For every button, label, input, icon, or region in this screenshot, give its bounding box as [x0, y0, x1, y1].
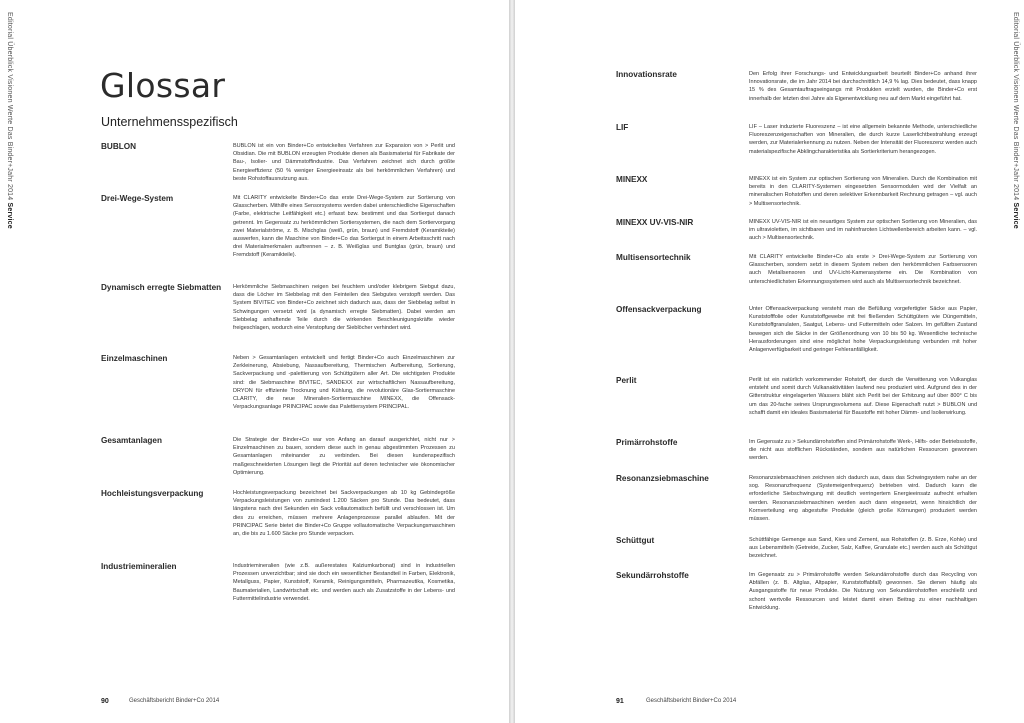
glossary-term: Multisensortechnik [616, 253, 691, 262]
glossary-term: Schüttgut [616, 536, 655, 545]
glossary-definition: Im Gegensatz zu > Sekundärrohstoffen sind Primärrohstoffe Werk-, Hilfs- oder Betriebsstoffe, die nicht aus stofflichen Rückständen, sondern aus natürlichen Ressourcen gewonnen werden. [749, 439, 977, 462]
glossary-term: Primärrohstoffe [616, 438, 678, 447]
glossary-definition: Hochleistungsverpackung bezeichnet bei Sackverpackungen ab 10 kg Gebindegröße Verpackungsleistungen von zumindest 1.200 Säcken pro Stunde. Das bedeutet, dass längstens nach drei Sekunden ein Sack vollautomatisch befüllt und verschlossen ist. Um dies zu erreichen, müssen mehrere Anlagenprozesse parallel ablaufen. Mit der PRINCIPAC Serie bietet die Binder+Co Gruppe vollautomatische Verpackungsmaschinen an, die bis zu 1.600 Säcke pro Stunde verpacken. [233, 490, 455, 538]
left-page [0, 0, 509, 723]
section-nav-text: Editorial Überblick Visionen Werte Das Binder+Jahr 2014 Service [1012, 12, 1019, 229]
glossary-definition: Die Strategie der Binder+Co war von Anfang an darauf ausgerichtet, nicht nur > Einzelmaschinen zu bauen, sondern diese auch in genau abgestimmten Prozessen zu Gesamtanlagen miteinander zu verbinden. Bei diesen kundenspezifisch maßgeschneiderten Lösungen liegt die Priorität auf deren technischer wie ökonomischer Optimierung. [233, 437, 455, 476]
footer-caption: Geschäftsbericht Binder+Co 2014 [646, 698, 737, 704]
glossary-definition: Schüttfähige Gemenge aus Sand, Kies und Zement, aus Rohstoffen (z. B. Erze, Kohle) und aus Lebensmitteln (Getreide, Zucker, Salz, Kaffee, Granulate etc.) werden auch als Schüttgut bezeichnet. [749, 537, 977, 560]
glossary-definition: Neben > Gesamtanlagen entwickelt und fertigt Binder+Co auch Einzelmaschinen zur Zerkleinerung, Absiebung, Nassaufbereitung, Thermischen Aufbereitung, Sortierung, Sackverpackung und -palettierung von Schüttgütern aller Art. Die wichtigsten Produkte sind: die Siebmaschine BIVITEC, SANDEXX zur wirtschaftlichen Nassaufbereitung, DRYON für effiziente Trocknung und Kühlung, die revolutionäre Glas-Sortiermaschine CLARITY, die neue Mineralien-Sortiermaschine MINEXX, die Offensack-Verpackungsanlage PRINCIPAC sowie das Palettiersystem PRINCIPAL. [233, 355, 455, 411]
footer-caption: Geschäftsbericht Binder+Co 2014 [129, 698, 220, 704]
glossary-term: Offensackverpackung [616, 305, 702, 314]
section-heading: Unternehmensspezifisch [101, 115, 238, 129]
glossary-definition: Mit CLARITY entwickelte Binder+Co das erste Drei-Wege-System zur Sortierung von Glasscherben. Mithilfe eines Sensorsystems werden dabei unterschiedliche Eigenschaften (Farbe, elektrische Leitfähigkeit etc.) erfasst bzw. bestimmt und das Sortiergut danach getrennt. Im Gegensatz zu herkömmlichen Sortiersystemen, die nach dem Sortiervorgang zwei Materialströme, z. B. Mischglas (weiß, grün, braun) und Fremdstoff (Keramikteile) auswerfen, kann die Maschine von Binder+Co das Sortiergut in einem Arbeitsschritt nach drei Materialmerkmalen auftrennen – z. B. Weißglas und Buntglas (grün, braun) und Fremdstoff (Keramikteile). [233, 195, 455, 259]
section-nav-text: Editorial Überblick Visionen Werte Das Binder+Jahr 2014 Service [6, 12, 13, 229]
glossary-term: Industriemineralien [101, 562, 177, 571]
glossary-definition: Resonanzsiebmaschinen zeichnen sich dadurch aus, dass das Schwingsystem nahe an der sog. Resonanzfrequenz (Systemeigenfrequenz) betrieben wird. Dadurch kann die erforderliche Siebschwingung mit deutlich verringertem Energieeinsatz aufrecht erhalten werden. Resonanzsiebmaschinen werden auch dann eingesetzt, wenn hinsichtlich der Kornverteilung eng abgestufte Produkte (gleich große Körnungen) produziert werden müssen. [749, 475, 977, 523]
glossary-term: MINEXX UV-VIS-NIR [616, 218, 694, 227]
glossary-term: Drei-Wege-System [101, 194, 174, 203]
glossary-term: MINEXX [616, 175, 648, 184]
glossary-definition: Mit CLARITY entwickelte Binder+Co als erste > Drei-Wege-System zur Sortierung von Glasscherben, sondern setzt in diesem System neben den herkömmlichen Farbsensoren auch Metallsensoren und UV-Licht-Kamerasysteme ein. Die Kombination von unterschiedlichsten Erkennungssystemen wird auch als Multisensortechnik bezeichnet. [749, 254, 977, 285]
glossary-definition: Im Gegensatz zu > Primärrohstoffe werden Sekundärrohstoffe durch das Recycling von Abfällen (z. B. Altglas, Altpapier, Kunststoffabfall) gewonnen. Sie dienen häufig als Ausgangsstoffe für neue Produkte. Die Nutzung von Sekundärrohstoffen erschließt und schont wertvolle Ressourcen und leistet damit einen Beitrag zu einer nachhaltigen Entwicklung. [749, 572, 977, 611]
glossary-term: Innovationsrate [616, 70, 677, 79]
glossary-definition: Perlit ist ein natürlich vorkommender Rohstoff, der durch die Verwitterung von Vulkanglas entsteht und somit durch Vulkanaktivitäten laufend neu produziert wird. Aufgrund des in der Gitterstruktur eingelagerten Wassers bläht sich Perlit bei der Erhitzung auf über 800° C bis um das 20-fache seines Ursprungsvolumens auf. Diese Eigenschaft nutzt > BUBLON und schafft damit ein ideales Basismaterial für Baustoffe mit hoher Dämm- und Isolierwirkung. [749, 377, 977, 416]
glossary-definition: MINEXX UV-VIS-NIR ist ein neuartiges System zur optischen Sortierung von Mineralien, das im ultravioletten, im sichtbaren und im nahinfraroten Lichtwellenbereich arbeiten kann. – vgl. auch > Multisensortechnik. [749, 219, 977, 242]
glossary-term: Hochleistungsverpackung [101, 489, 204, 498]
glossary-term: LIF [616, 123, 629, 132]
glossary-term: Dynamisch erregte Siebmatten [101, 283, 222, 292]
page-title: Glossar [100, 66, 226, 105]
glossary-definition: BUBLON ist ein von Binder+Co entwickeltes Verfahren zur Expansion von > Perlit und Obsidian. Die mit BUBLON erzeugten Produkte dienen als Basismaterial für Fabrikate der Bau-, Isolier- und Dämmstoffindustrie. Das Verfahren zeichnet sich durch größte Energieeffizienz (50 % weniger Energieeinsatz als bei herkömmlichen Verfahren) und beste Rohstoffausnutzung aus. [233, 143, 455, 182]
glossary-definition: LIF – Laser induzierte Fluoreszenz – ist eine allgemein bekannte Methode, unterschiedliche Fluoreszenzeigenschaften von Mineralien, die durch kurze Laserlichtbestrahlung erzeugt werden, zur Materialerkennung zu nutzen. Neben der Intensität der Fluoreszenz werden auch materialspezifische Abklingcharakteristika als Sortierkriterium herangezogen. [749, 124, 977, 155]
glossary-term: Sekundärrohstoffe [616, 571, 689, 580]
glossary-definition: Herkömmliche Siebmaschinen neigen bei feuchtem und/oder klebrigem Siebgut dazu, dass die Löcher im Siebbelag mit den Feinteilen des Siebgutes verstopft werden. Das System BIVITEC von Binder+Co zeichnet sich dadurch aus, dass der Siebbelag selbst in Schwingungen versetzt wird (a dynamisch erregte Siebmatten). Dabei werden am Siebbelag anhaftende Teile durch die wirkenden Beschleunigungskräfte wieder freigeschlagen, wodurch eine Verstopfung der Sieblöcher verhindert wird. [233, 284, 455, 332]
glossary-definition: Industriemineralien (wie z.B. außerestates Kalziumkarbonat) sind in industriellen Prozessen unverzichtbar; sind sie doch ein wesentlicher Bestandteil in Farben, Elektronik, Metallguss, Papier, Kunststoff, Keramik, Reinigungsmitteln, Pharmazeutika, Kosmetika, Baumaterialien, Landwirtschaft etc. und werden auch als Zusatzstoffe in der Lebens- und Futtermittelindustrie verwendet. [233, 563, 455, 602]
glossary-term: Gesamtanlagen [101, 436, 162, 445]
glossary-definition: MINEXX ist ein System zur optischen Sortierung von Mineralien. Durch die Kombination mit bereits in den CLARITY-Systemen eingesetzten Sensormodulen wird der Vielfalt an mineralischen Rohstoffen und deren selektiver Erkennbarkeit Rechnung getragen – vgl. auch > Multisensortechnik. [749, 176, 977, 207]
page-number: 91 [616, 698, 624, 705]
right-page [515, 0, 1024, 723]
glossary-term: BUBLON [101, 142, 137, 151]
page-number: 90 [101, 698, 109, 705]
section-nav-vertical [1009, 12, 1021, 292]
glossary-term: Einzelmaschinen [101, 354, 168, 363]
glossary-term: Resonanzsiebmaschine [616, 474, 709, 483]
section-nav-vertical [3, 12, 15, 292]
glossary-term: Perlit [616, 376, 637, 385]
glossary-definition: Unter Offensackverpackung versteht man die Befüllung vorgefertigter Säcke aus Papier, Kunststofffolie oder Kunststoffgewebe mit frei fließenden Schüttgütern wie Düngemitteln, Kunststoffgranulaten, Saatgut, Lebens- und Futtermitteln oder Salzen. Im gefüllten Zustand bewegen sich die Säcke in der Größenordnung von 10 bis 50 kg. Wesentliche technische Herausforderungen sind eine möglichst hohe Verpackungsleistung verbunden mit hoher Anlagenverfügbarkeit und geringer Fehleranfälligkeit. [749, 306, 977, 354]
glossary-definition: Den Erfolg ihrer Forschungs- und Entwicklungsarbeit beurteilt Binder+Co anhand ihrer Innovationsrate, die im Jahr 2014 bei durchschnittlich 14,9 % lag. Dies bedeutet, dass knapp 15 % des Gesamtauftragseingangs mit Produkten erzielt wurden, die Binder+Co erst innerhalb der letzten drei Jahre als Eigenentwicklung neu auf dem Markt eingeführt hat. [749, 71, 977, 102]
